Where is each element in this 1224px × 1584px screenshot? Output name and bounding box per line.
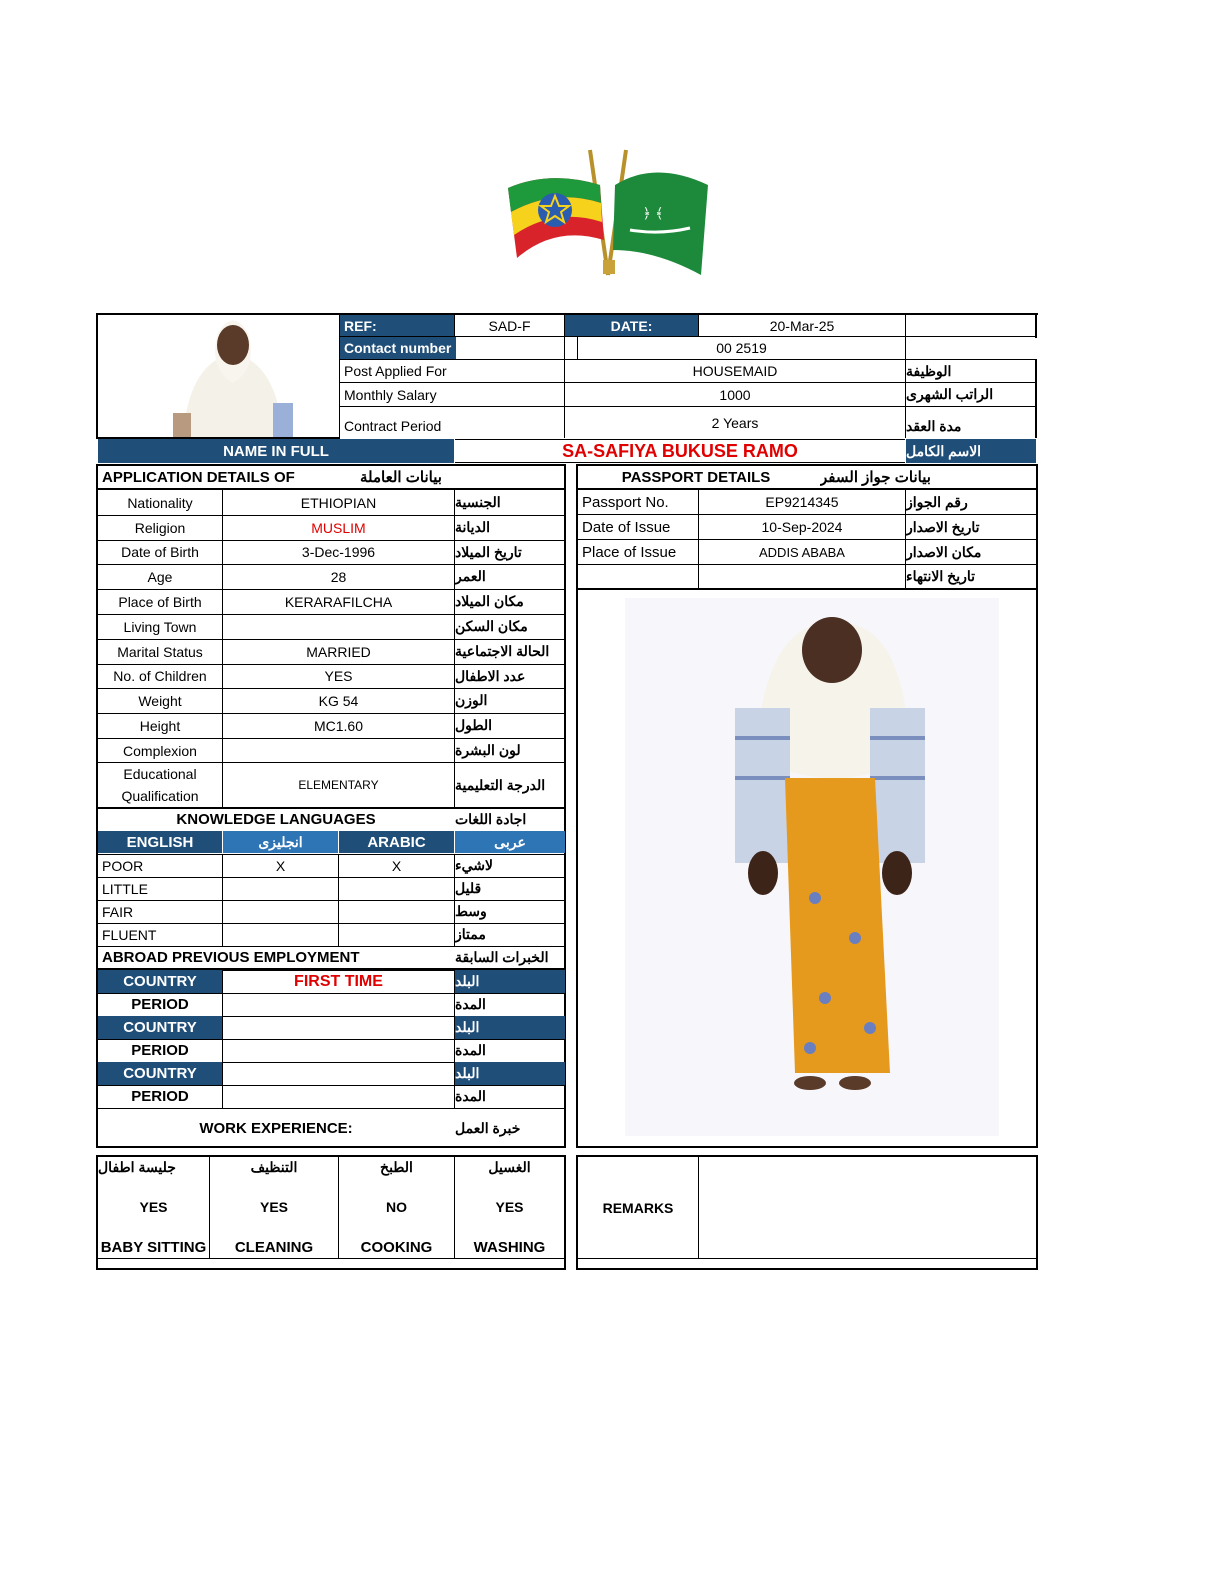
passport-title: PASSPORT DETAILS (621, 468, 771, 486)
app-row-value: MARRIED (306, 643, 371, 660)
employment-title: ABROAD PREVIOUS EMPLOYMENT (102, 948, 360, 966)
lang-arabic: ARABIC (339, 831, 454, 853)
ref-value: SAD-F (488, 317, 531, 334)
app-row-label: Height (139, 717, 181, 734)
salary-label: Monthly Salary (344, 386, 437, 403)
country-ar: البلد (455, 1062, 565, 1085)
work-experience-label: WORK EXPERIENCE: (199, 1119, 353, 1137)
country-value: FIRST TIME (294, 972, 383, 990)
lang-english: ENGLISH (98, 831, 222, 853)
name-label: NAME IN FULL (98, 439, 454, 463)
app-row-ar: مكان الميلاد (455, 593, 524, 609)
app-row-value: ETHIOPIAN (300, 494, 377, 511)
full-name-value: SA-SAFIYA BUKUSE RAMO (455, 439, 905, 463)
edu-label-line2: Qualification (121, 788, 199, 804)
lang-level-ar: قليل (455, 880, 482, 896)
contact-value: 00 2519 (716, 340, 767, 356)
lang-level: FAIR (102, 903, 134, 920)
app-row-value (223, 614, 454, 639)
lang-arabic-mark (339, 923, 454, 946)
period-value (223, 1085, 454, 1108)
country-value (223, 1016, 454, 1039)
expiry-ar: تاريخ الانتهاء (906, 568, 976, 584)
lang-level-ar: لاشيء (455, 857, 493, 873)
skill-ar: الطبخ (380, 1158, 413, 1175)
app-row-ar: مكان السكن (455, 618, 528, 634)
lang-level: FLUENT (102, 926, 157, 943)
issue-date-ar: تاريخ الاصدار (906, 518, 980, 535)
passport-no-value: EP9214345 (765, 494, 839, 510)
svg-text:﴿ ﴾: ﴿ ﴾ (642, 206, 664, 222)
app-row-label: Nationality (127, 494, 193, 511)
contract-value: 2 Years (711, 414, 759, 431)
app-row-ar: الطول (455, 717, 493, 733)
country-value (223, 1062, 454, 1085)
app-row-label: Marital Status (117, 643, 203, 660)
app-row-value (223, 738, 454, 763)
app-row-value: 3-Dec-1996 (301, 544, 376, 560)
skill-value: YES (139, 1199, 168, 1215)
date-label: DATE: (565, 315, 698, 336)
application-title-ar: بيانات العاملة (360, 469, 442, 486)
edu-value: ELEMENTARY (298, 778, 379, 792)
edu-label-line1: Educational (123, 766, 197, 782)
skill-ar: التنظيف (250, 1158, 298, 1175)
skill-value: YES (495, 1199, 524, 1215)
app-row-value: KERARAFILCHA (284, 593, 393, 610)
app-row-label: Date of Birth (121, 544, 199, 560)
issue-date-label: Date of Issue (582, 518, 671, 536)
period-ar: المدة (455, 1088, 486, 1104)
skill-label: CLEANING (234, 1239, 314, 1256)
lang-arabic-mark (339, 900, 454, 923)
period-label: PERIOD (131, 996, 189, 1013)
work-experience-ar: خبرة العمل (455, 1119, 521, 1136)
contract-ar: مدة العقد (906, 418, 962, 434)
contract-label: Contract Period (344, 418, 442, 434)
ethiopia-saudi-flags-logo (505, 140, 715, 280)
app-row-label: No. of Children (113, 668, 207, 684)
issue-date-value: 10-Sep-2024 (761, 519, 843, 535)
lang-arabic-ar: عربى (455, 831, 565, 853)
contact-label: Contact number (340, 337, 456, 359)
app-row-label: Place of Birth (118, 593, 202, 610)
period-value (223, 993, 454, 1016)
skill-label: COOKING (360, 1239, 433, 1256)
issue-place-label: Place of Issue (582, 543, 677, 561)
issue-place-ar: مكان الاصدار (906, 543, 982, 560)
lang-level: LITTLE (102, 880, 148, 897)
lang-english-ar: انجليزى (223, 831, 338, 853)
skill-label: WASHING (473, 1239, 546, 1256)
post-label: Post Applied For (344, 363, 447, 379)
app-row-ar: الوزن (455, 692, 488, 708)
salary-ar: الراتب الشهرى (906, 386, 994, 402)
edu-label (98, 763, 222, 807)
app-row-value: YES (324, 668, 353, 684)
app-row-value: MUSLIM (311, 519, 366, 536)
lang-arabic-mark (339, 877, 454, 900)
app-row-ar: تاريخ الميلاد (455, 543, 522, 560)
skill-value: YES (259, 1199, 288, 1215)
lang-english-mark: X (275, 857, 286, 874)
ref-label: REF: (340, 315, 454, 336)
app-row-value: KG 54 (318, 692, 359, 709)
passport-title-ar: بيانات جواز السفر (820, 469, 931, 486)
app-row-label: Weight (138, 692, 182, 709)
app-row-ar: الديانة (455, 519, 491, 535)
app-row-value: 28 (330, 568, 347, 585)
remarks-label: REMARKS (602, 1199, 674, 1216)
name-ar: الاسم الكامل (906, 439, 1036, 463)
skill-ar: جليسة اطفال (98, 1158, 176, 1175)
salary-value: 1000 (719, 386, 751, 403)
lang-english-mark (223, 900, 338, 923)
period-ar: المدة (455, 1042, 486, 1058)
app-row-ar: الجنسية (455, 494, 501, 510)
post-ar: الوظيفة (906, 362, 952, 379)
application-title: APPLICATION DETAILS OF (102, 468, 295, 486)
period-label: PERIOD (131, 1042, 189, 1059)
app-row-ar: العمر (455, 568, 486, 584)
period-label: PERIOD (131, 1088, 189, 1105)
lang-english-mark (223, 877, 338, 900)
edu-ar: الدرجة التعليمية (455, 776, 546, 793)
country-label: COUNTRY (98, 1062, 222, 1085)
app-row-ar: لون البشرة (455, 742, 521, 758)
app-row-label: Complexion (123, 742, 197, 759)
app-row-label: Religion (134, 519, 186, 536)
app-row-label: Living Town (123, 618, 197, 635)
skill-value: NO (386, 1199, 407, 1215)
country-label: COUNTRY (98, 970, 222, 993)
lang-arabic-mark: X (391, 857, 402, 874)
period-value (223, 1039, 454, 1062)
country-label: COUNTRY (98, 1016, 222, 1039)
country-ar: البلد (455, 970, 565, 993)
passport-no-label: Passport No. (582, 493, 669, 511)
date-value: 20-Mar-25 (769, 317, 835, 334)
skill-label: BABY SITTING (100, 1239, 207, 1256)
period-ar: المدة (455, 996, 486, 1012)
app-row-label: Age (147, 568, 173, 585)
languages-title-ar: اجادة اللغات (455, 811, 527, 827)
country-ar: البلد (455, 1016, 565, 1039)
lang-level-ar: ممتاز (455, 926, 486, 942)
lang-english-mark (223, 923, 338, 946)
app-row-value: MC1.60 (313, 717, 364, 734)
passport-no-ar: رقم الجواز (906, 493, 968, 510)
app-row-ar: الحالة الاجتماعية (455, 643, 550, 659)
post-value: HOUSEMAID (692, 363, 778, 379)
issue-place-value: ADDIS ABABA (759, 544, 845, 560)
lang-level: POOR (102, 857, 144, 874)
skill-ar: الغسيل (488, 1158, 531, 1175)
app-row-ar: عدد الاطفال (455, 667, 526, 684)
languages-title: KNOWLEDGE LANGUAGES (176, 811, 376, 828)
remarks-value (699, 1157, 1035, 1258)
lang-level-ar: وسط (455, 903, 487, 919)
employment-title-ar: الخبرات السابقة (455, 948, 549, 965)
